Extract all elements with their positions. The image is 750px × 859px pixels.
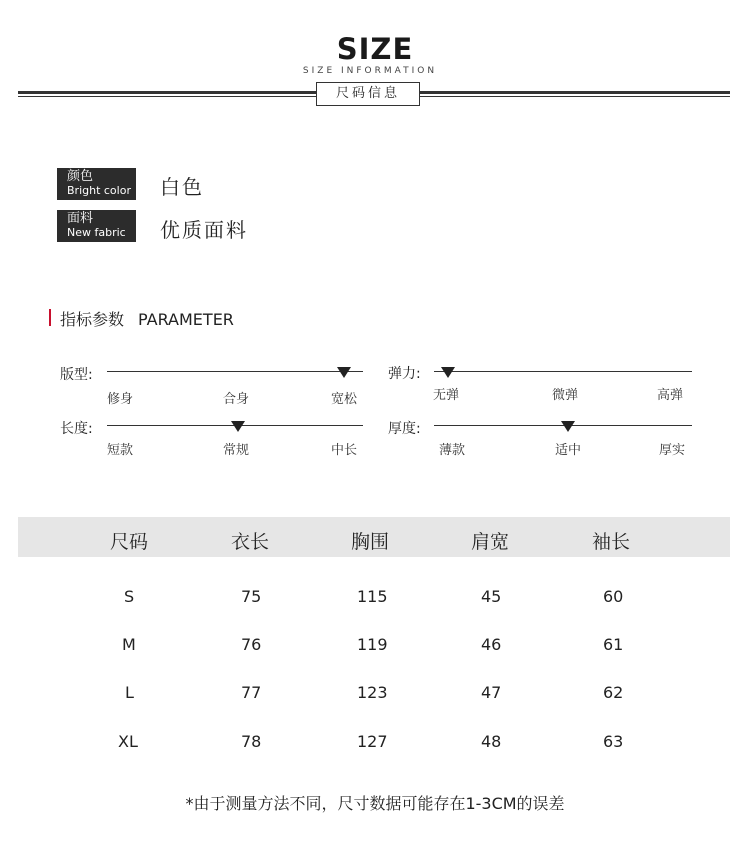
length-scale-label: 长度: bbox=[60, 421, 93, 437]
table-cell: M bbox=[122, 635, 136, 654]
column-header-length: 衣长 bbox=[231, 531, 270, 553]
table-cell: 60 bbox=[603, 587, 624, 606]
fabric-tag-cn: 面料 bbox=[67, 211, 94, 226]
column-header-chest: 胸围 bbox=[351, 531, 390, 553]
color-tag-cn: 颜色 bbox=[67, 169, 94, 184]
thickness-option: 适中 bbox=[555, 443, 582, 458]
table-cell: 62 bbox=[603, 683, 624, 702]
fit-option: 合身 bbox=[223, 392, 250, 407]
table-cell: 75 bbox=[241, 587, 262, 606]
table-cell: 127 bbox=[357, 732, 388, 751]
length-option: 短款 bbox=[107, 443, 134, 458]
length-option: 中长 bbox=[331, 443, 358, 458]
fit-option: 修身 bbox=[107, 392, 134, 407]
fabric-tag bbox=[57, 210, 136, 242]
table-cell: 115 bbox=[357, 587, 388, 606]
fabric-value: 优质面料 bbox=[160, 218, 248, 242]
stretch-scale-label: 弹力: bbox=[388, 366, 421, 382]
table-cell: 76 bbox=[241, 635, 262, 654]
table-cell: 46 bbox=[481, 635, 502, 654]
table-cell: S bbox=[124, 587, 135, 606]
table-cell: XL bbox=[118, 732, 138, 751]
color-tag bbox=[57, 168, 136, 200]
parameter-title bbox=[60, 307, 234, 330]
color-value: 白色 bbox=[160, 175, 204, 199]
thickness-option: 厚实 bbox=[659, 443, 686, 458]
parameter-title-en: PARAMETER bbox=[138, 310, 234, 329]
color-tag-en: Bright color bbox=[67, 184, 131, 197]
table-cell: 78 bbox=[241, 732, 262, 751]
table-cell: 61 bbox=[603, 635, 624, 654]
fit-scale-line bbox=[107, 371, 363, 372]
fabric-tag-en: New fabric bbox=[67, 226, 126, 239]
measurement-footnote: *由于测量方法不同，尺寸数据可能存在1-3CM的误差 bbox=[185, 794, 565, 813]
page-title: SIZE bbox=[336, 32, 414, 66]
fit-marker-icon bbox=[337, 367, 351, 378]
stretch-option: 微弹 bbox=[552, 388, 579, 403]
column-header-size: 尺码 bbox=[110, 531, 149, 553]
thickness-marker-icon bbox=[561, 421, 575, 432]
stretch-option: 高弹 bbox=[657, 388, 684, 403]
parameter-accent-bar bbox=[49, 309, 51, 326]
table-cell: 45 bbox=[481, 587, 502, 606]
thickness-scale-label: 厚度: bbox=[388, 421, 421, 437]
column-header-sleeve: 袖长 bbox=[592, 531, 631, 553]
fit-option: 宽松 bbox=[331, 392, 358, 407]
section-badge: 尺码信息 bbox=[316, 82, 420, 106]
table-cell: 123 bbox=[357, 683, 388, 702]
table-cell: 119 bbox=[357, 635, 388, 654]
stretch-option: 无弹 bbox=[433, 388, 460, 403]
table-cell: L bbox=[125, 683, 134, 702]
stretch-marker-icon bbox=[441, 367, 455, 378]
table-cell: 47 bbox=[481, 683, 502, 702]
thickness-option: 薄款 bbox=[439, 443, 466, 458]
table-cell: 77 bbox=[241, 683, 262, 702]
fit-scale-label: 版型: bbox=[60, 367, 93, 383]
column-header-shoulder: 肩宽 bbox=[471, 531, 510, 553]
length-marker-icon bbox=[231, 421, 245, 432]
length-option: 常规 bbox=[223, 443, 250, 458]
parameter-title-cn: 指标参数 bbox=[60, 310, 125, 329]
table-cell: 48 bbox=[481, 732, 502, 751]
table-cell: 63 bbox=[603, 732, 624, 751]
page-subtitle: SIZE INFORMATION bbox=[302, 66, 438, 76]
stretch-scale-line bbox=[434, 371, 692, 372]
